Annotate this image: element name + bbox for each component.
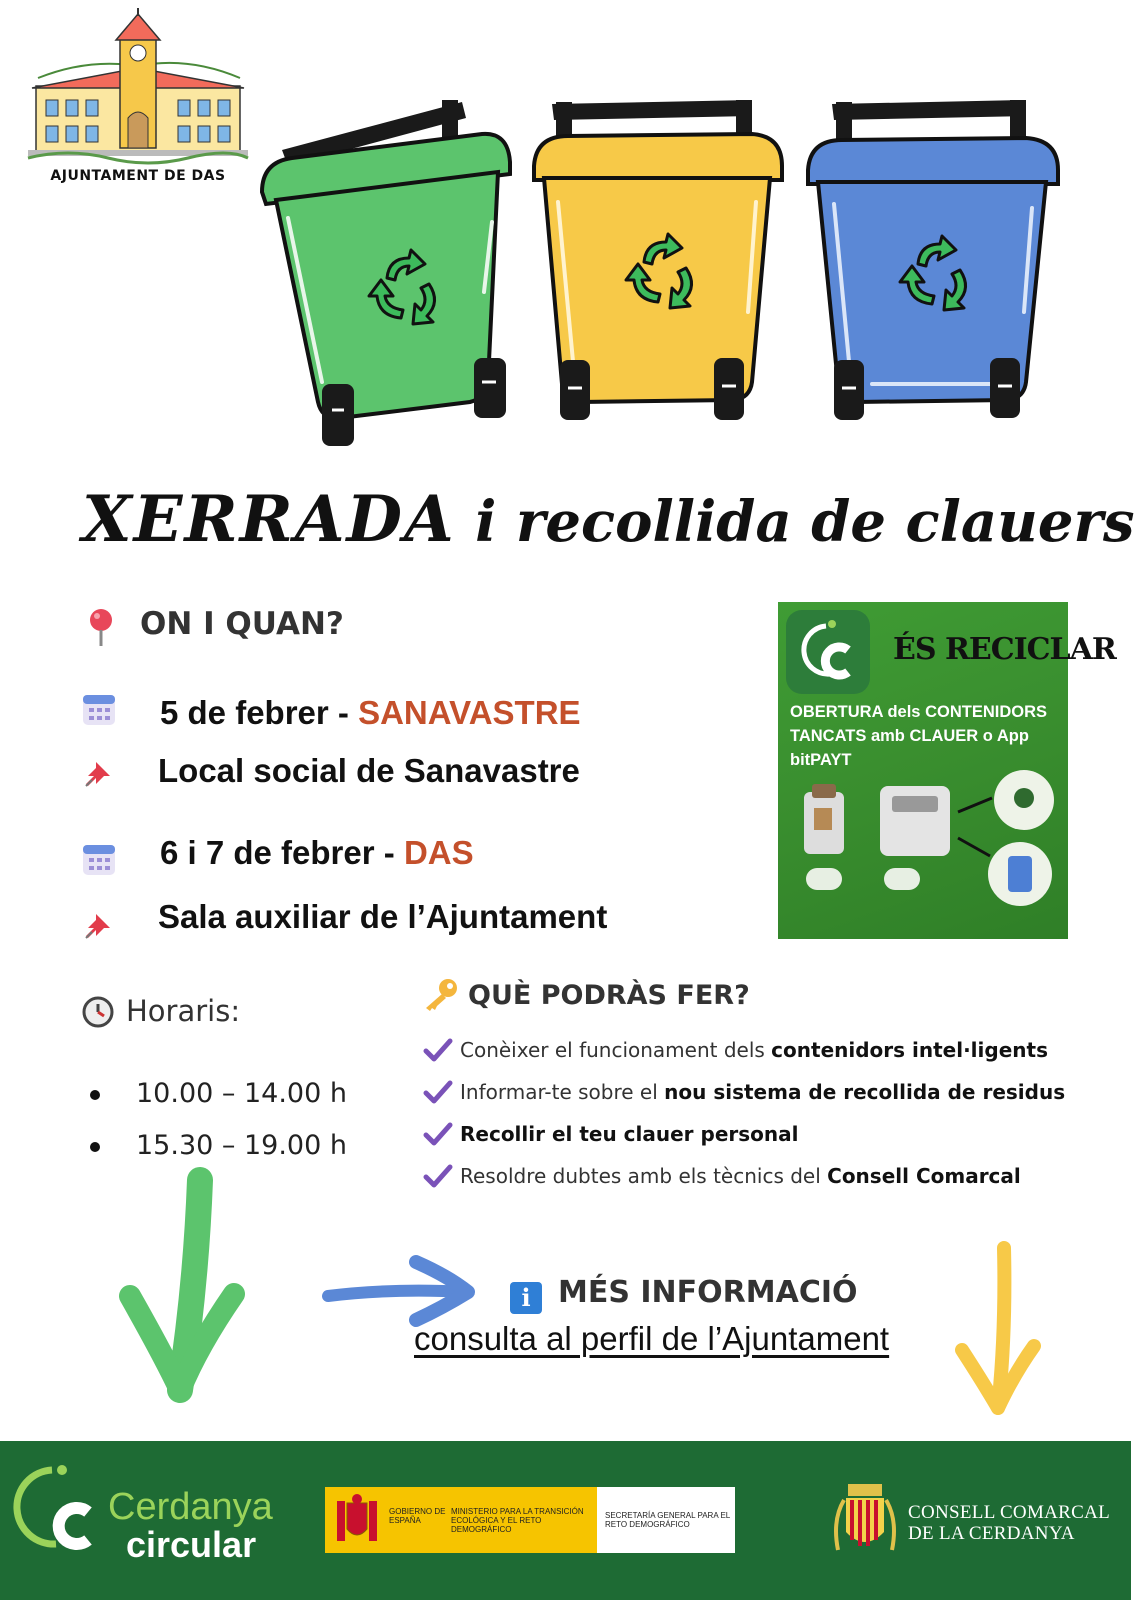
schedule-slot-text: 15.30 – 19.00 h	[136, 1130, 347, 1161]
cerdanya-word: Cerdanya	[108, 1486, 273, 1528]
consell-comarcal-coat-of-arms-icon	[832, 1480, 898, 1564]
promo-text: OBERTURA dels CONTENIDORS TANCATS amb CLAUER o App bitPAYT	[790, 703, 1047, 769]
consell-line-2: DE LA CERDANYA	[908, 1523, 1075, 1544]
consell-line-1: CONSELL COMARCAL	[908, 1502, 1111, 1523]
circular-word: circular	[126, 1524, 257, 1565]
where-when-heading: ON I QUAN?	[140, 606, 344, 642]
gov-label: GOBIERNO DE ESPAÑA	[389, 1507, 446, 1525]
activity-item: Conèixer el funcionament dels contenidors intel·ligents	[424, 1038, 1048, 1062]
smart-containers-illustration	[796, 782, 1056, 932]
schedule-slot-text: 10.00 – 14.00 h	[136, 1078, 347, 1109]
town-hall-logo	[28, 8, 248, 190]
schedule-heading: Horaris:	[126, 994, 241, 1028]
more-info-link[interactable]: consulta al perfil de l’Ajuntament	[414, 1320, 890, 1357]
green-arrow-down-icon	[118, 1176, 248, 1406]
check-icon	[424, 1039, 452, 1061]
cerdanya-circular-footer-logo	[8, 1460, 108, 1564]
more-info-heading	[510, 1275, 858, 1314]
secretariat-label: SECRETARÍA GENERAL PARA EL RETO DEMOGRÁFICO	[605, 1511, 730, 1529]
event-date-text: 6 i 7 de febrer -	[160, 834, 404, 871]
promo-card	[778, 602, 1116, 939]
consell-comarcal-name	[908, 1502, 1110, 1544]
check-icon	[424, 1165, 452, 1187]
key-icon	[422, 978, 458, 1016]
activity-item: Resoldre dubtes amb els tècnics del Consell Comarcal	[424, 1164, 1021, 1188]
activities-heading: QUÈ PODRÀS FER?	[468, 980, 750, 1011]
blue-arrow-right-icon	[322, 1256, 478, 1330]
title-rest: i recollida de clauers	[455, 489, 1135, 555]
promo-heading: ÉS RECICLAR	[893, 632, 1116, 667]
pushpin-icon	[82, 912, 112, 946]
event-place-name: SANAVASTRE	[358, 694, 581, 731]
event-place-name: DAS	[403, 834, 474, 871]
schedule-slot	[90, 1130, 347, 1182]
calendar-icon	[82, 692, 116, 730]
schedule-slot	[90, 1078, 347, 1130]
clock-icon	[82, 996, 114, 1032]
activity-item: Recollir el teu clauer personal	[424, 1122, 798, 1146]
event-date-1	[160, 694, 581, 732]
spain-coat-of-arms-icon	[331, 1493, 383, 1547]
event-date-2	[160, 834, 474, 872]
recycling-bins-illustration	[262, 92, 1092, 462]
yellow-arrow-down-icon	[954, 1244, 1044, 1424]
schedule-list	[90, 1078, 347, 1182]
calendar-icon	[82, 842, 116, 880]
more-info-heading-text: MÉS INFORMACIÓ	[558, 1275, 858, 1310]
event-date-text: 5 de febrer -	[160, 694, 359, 731]
blue-bin	[808, 100, 1058, 420]
ministry-label: MINISTERIO PARA LA TRANSICIÓN ECOLÓGICA Y EL RETO DEMOGRÁFICO	[451, 1507, 584, 1534]
green-bin	[262, 100, 510, 446]
cerdanya-circular-logo	[786, 610, 870, 694]
event-venue-1: Local social de Sanavastre	[158, 752, 580, 789]
government-logo	[325, 1487, 735, 1553]
yellow-bin	[534, 100, 782, 420]
logo-caption: AJUNTAMENT DE DAS	[50, 168, 226, 184]
pin-icon	[84, 606, 118, 650]
page-title	[82, 482, 1135, 572]
activity-item: Informar-te sobre el nou sistema de recollida de residus	[424, 1080, 1065, 1104]
event-venue-2: Sala auxiliar de l’Ajuntament	[158, 898, 608, 935]
pushpin-icon	[82, 760, 112, 794]
check-icon	[424, 1123, 452, 1145]
check-icon	[424, 1081, 452, 1103]
info-icon: i	[510, 1282, 542, 1314]
title-main: XERRADA	[82, 482, 456, 557]
